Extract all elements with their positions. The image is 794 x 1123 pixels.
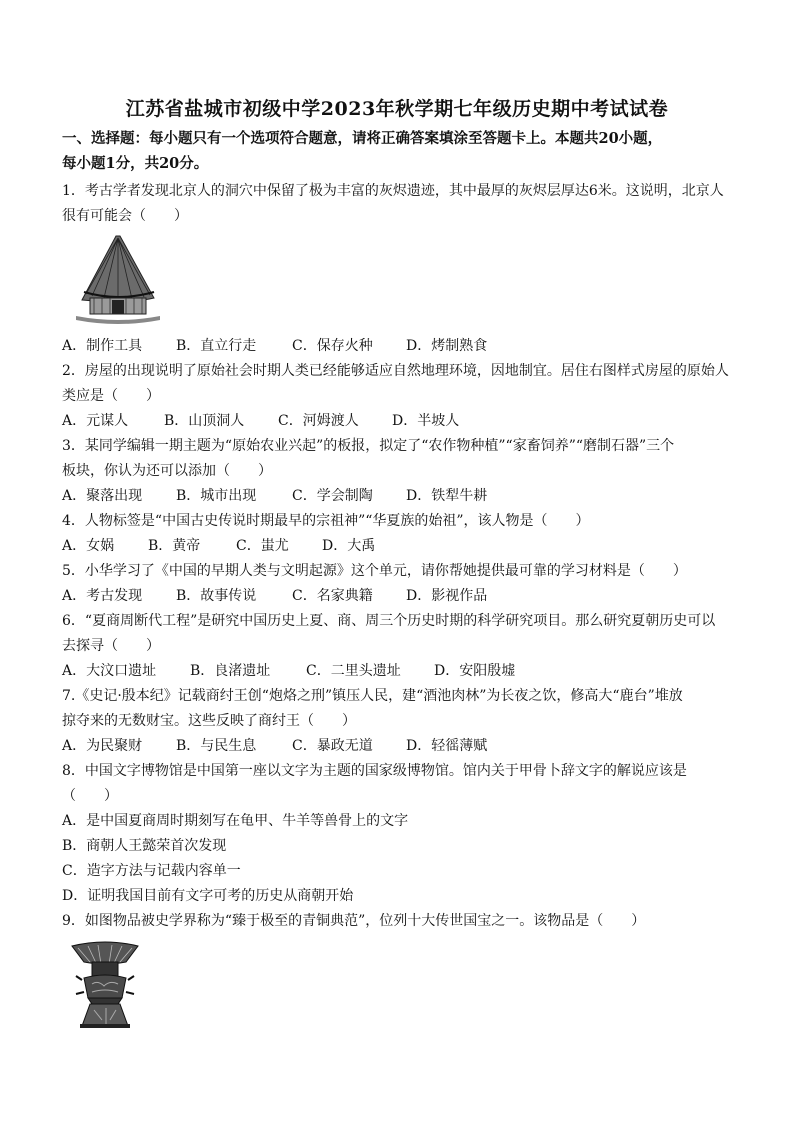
q5-option-d: D．影视作品 (406, 588, 488, 604)
q7-option-a: A．为民聚财 (62, 738, 143, 754)
question-8-text: 8．中国文字博物馆是中国第一座以文字为主题的国家级博物馆。馆内关于甲骨卜辞文字的解说应该是 (62, 763, 687, 779)
q2-option-b: B．山顶洞人 (164, 413, 245, 429)
question-2-text: 2．房屋的出现说明了原始社会时期人类已经能够适应自然地理环境，因地制宜。居住右图样式房屋的原始人 (62, 363, 729, 379)
question-8-text-cont: （ ） (62, 788, 118, 804)
exam-title: 江苏省盐城市初级中学2023年秋学期七年级历史期中考试试卷 (125, 98, 669, 120)
question-7-text: 7.《史记·殷本纪》记载商纣王创“炮烙之刑”镇压人民，建“酒池肉林”为长夜之饮，修高大“鹿台”堆放 (62, 688, 683, 704)
q6-option-d: D．安阳殷墟 (434, 663, 516, 679)
q5-option-a: A．考古发现 (62, 588, 143, 604)
q2-option-c: C．河姆渡人 (278, 413, 359, 429)
thatched-hut-image (70, 232, 164, 328)
section-heading-line-2: 每小题1分，共20分。 (62, 155, 209, 172)
q5-option-b: B．故事传说 (176, 588, 257, 604)
q4-option-d: D．大禹 (322, 538, 376, 554)
question-6-text: 6．“夏商周断代工程”是研究中国历史上夏、商、周三个历史时期的科学研究项目。那么研究夏朝历史可以 (62, 613, 716, 629)
question-6-text-cont: 去探寻（ ） (62, 638, 160, 654)
q6-option-c: C．二里头遗址 (306, 663, 401, 679)
question-1-options (62, 337, 487, 355)
q1-option-a: A．制作工具 (62, 338, 143, 354)
question-1-text-cont: 很有可能会（ ） (62, 208, 188, 224)
q4-option-b: B．黄帝 (148, 538, 201, 554)
section-heading-line-1: 一、选择题：每小题只有一个选项符合题意，请将正确答案填涂至答题卡上。本题共20小题， (62, 130, 663, 147)
question-5-options (62, 587, 487, 605)
question-3-text: 3．某同学编辑一期主题为“原始农业兴起”的板报，拟定了“农作物种植”“家畜饲养”“磨制石器”三个 (62, 438, 675, 454)
q3-option-d: D．铁犁牛耕 (406, 488, 488, 504)
q6-option-a: A．大汶口遗址 (62, 663, 157, 679)
q8-option-a: A．是中国夏商周时期刻写在龟甲、牛羊等兽骨上的文字 (62, 813, 409, 829)
question-2-options (62, 412, 459, 430)
q3-option-b: B．城市出现 (176, 488, 257, 504)
q7-option-b: B．与民生息 (176, 738, 257, 754)
question-7-text-cont: 掠夺来的无数财宝。这些反映了商纣王（ ） (62, 713, 356, 729)
q1-option-c: C．保存火种 (292, 338, 373, 354)
question-1-text: 1．考古学者发现北京人的洞穴中保留了极为丰富的灰烬遗迹，其中最厚的灰烬层厚达6米。这说明，北京人 (62, 183, 724, 199)
question-3-text-cont: 板块，你认为还可以添加（ ） (62, 463, 272, 479)
q2-option-a: A．元谋人 (62, 413, 129, 429)
q8-option-d: D．证明我国目前有文字可考的历史从商朝开始 (62, 888, 354, 904)
q1-option-b: B．直立行走 (176, 338, 257, 354)
q7-option-c: C．暴政无道 (292, 738, 373, 754)
q3-option-c: C．学会制陶 (292, 488, 373, 504)
q1-option-d: D．烤制熟食 (406, 338, 488, 354)
q7-option-d: D．轻徭薄赋 (406, 738, 488, 754)
q4-option-c: C．蚩尤 (236, 538, 289, 554)
question-5-text: 5．小华学习了《中国的早期人类与文明起源》这个单元，请你帮她提供最可靠的学习材料是（ ） (62, 563, 687, 579)
question-7-options (62, 737, 487, 755)
q3-option-a: A．聚落出现 (62, 488, 143, 504)
question-3-options (62, 487, 487, 505)
q4-option-a: A．女娲 (62, 538, 115, 554)
question-4-text: 4．人物标签是“中国古史传说时期最早的宗祖神”“华夏族的始祖”，该人物是（ ） (62, 513, 590, 529)
bronze-vessel-image (68, 940, 142, 1032)
q8-option-c: C．造字方法与记载内容单一 (62, 863, 241, 879)
question-9-text: 9．如图物品被史学界称为“臻于极至的青铜典范”，位列十大传世国宝之一。该物品是（ ） (62, 913, 646, 929)
q5-option-c: C．名家典籍 (292, 588, 373, 604)
q6-option-b: B．良渚遗址 (190, 663, 271, 679)
question-2-text-cont: 类应是（ ） (62, 388, 160, 404)
q2-option-d: D．半坡人 (392, 413, 460, 429)
q8-option-b: B．商朝人王懿荣首次发现 (62, 838, 227, 854)
question-4-options (62, 537, 375, 555)
question-6-options (62, 662, 515, 680)
